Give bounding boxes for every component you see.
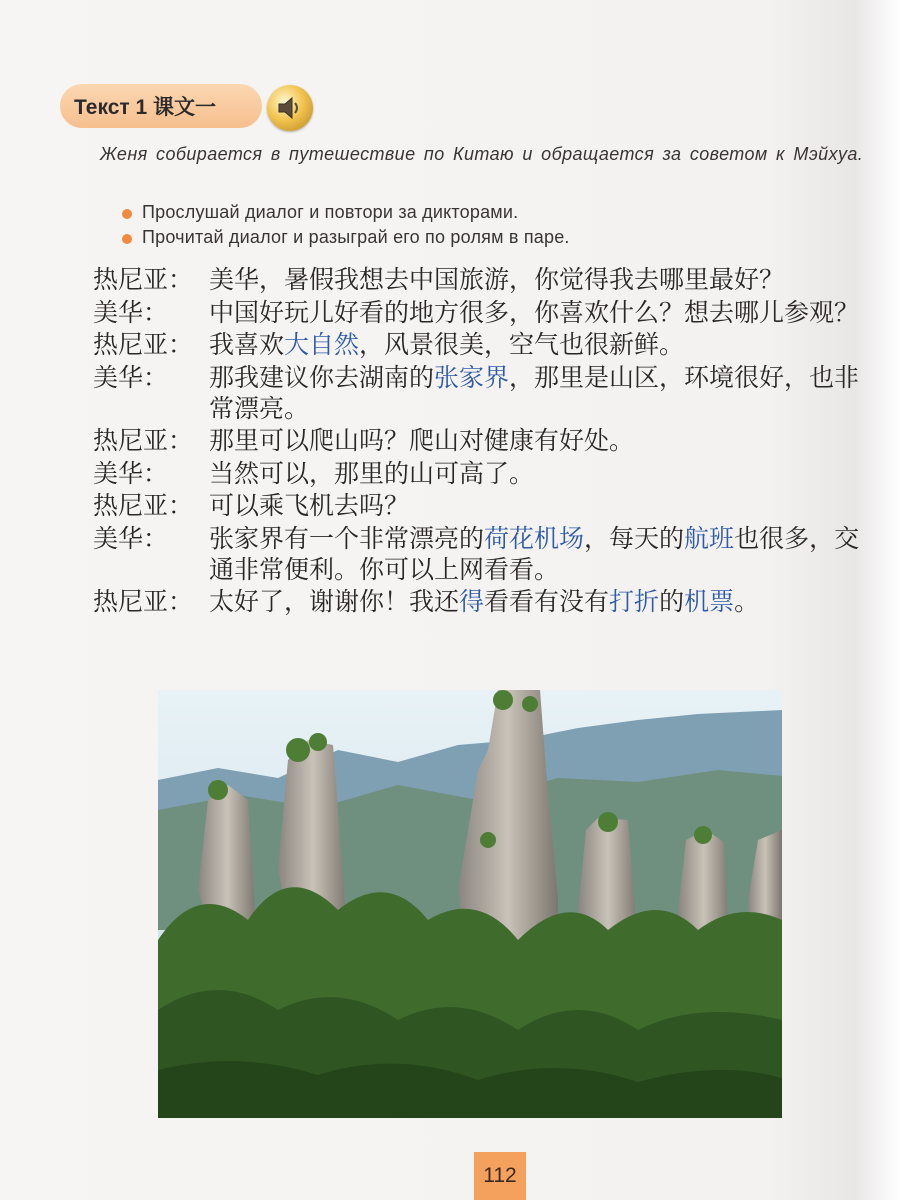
speech-segment: 太好了，谢谢你！我还 <box>209 587 460 616</box>
speech-text <box>209 523 865 585</box>
page-number: 112 <box>483 1164 517 1187</box>
dialogue-line <box>93 362 883 424</box>
intro-text: Женя собирается в путешествие по Китаю и обращается за советом к Мэйхуа. <box>100 144 864 164</box>
instruction-item <box>118 225 858 250</box>
dialogue-line <box>93 523 883 585</box>
speech-text: 那里可以爬山吗？爬山对健康有好处。 <box>209 426 635 455</box>
speaker-name: 热尼亚： <box>93 491 194 520</box>
speech-text: 当然可以，那里的山可高了。 <box>209 458 535 488</box>
speech-segment: 我喜欢 <box>209 330 285 359</box>
speech-text: 可以乘飞机去吗？ <box>209 491 410 520</box>
dialogue-line <box>93 264 883 295</box>
keyword: 得 <box>459 587 485 616</box>
audio-play-button[interactable] <box>267 85 313 131</box>
bullet-dot-icon <box>122 234 132 244</box>
speaker-name: 热尼亚： <box>93 426 194 455</box>
page-number-box <box>474 1152 526 1200</box>
keyword: 航班 <box>684 523 735 553</box>
landscape-illustration <box>158 690 782 1118</box>
speaker-name: 美华： <box>93 458 169 488</box>
instruction-item <box>118 200 858 225</box>
speech-segment: 看看有没有 <box>484 587 610 616</box>
speech-segment: 。 <box>734 587 760 616</box>
speaker-name: 热尼亚： <box>93 330 194 359</box>
mountain-landscape-photo <box>158 690 782 1118</box>
speaker-name: 美华： <box>93 362 169 392</box>
speech-text <box>209 329 865 360</box>
speech-segment: 的 <box>659 587 685 616</box>
instruction-text: Прослушай диалог и повтори за дикторами. <box>142 202 519 222</box>
instruction-list <box>118 200 858 250</box>
speech-segment: ，每天的 <box>584 523 685 553</box>
speech-text: 中国好玩儿好看的地方很多，你喜欢什么？想去哪儿参观？ <box>209 297 860 327</box>
speaker-name: 热尼亚： <box>93 587 194 616</box>
speech-segment: ，那里是山区，环境很好，也非常漂亮。 <box>209 362 860 423</box>
speech-segment: ，风景很美，空气也很新鲜。 <box>359 330 685 359</box>
keyword: 荷花机场 <box>484 523 585 553</box>
keyword: 机票 <box>684 587 735 616</box>
keyword: 张家界 <box>434 362 510 392</box>
dialogue-line <box>93 586 883 617</box>
lesson-header <box>60 84 262 128</box>
speech-text <box>209 586 865 617</box>
lesson-title: Текст 1 课文一 <box>74 96 217 119</box>
dialogue-line <box>93 490 883 521</box>
keyword: 打折 <box>609 587 660 616</box>
speech-segment: 张家界有一个非常漂亮的 <box>209 523 485 553</box>
dialogue-line <box>93 297 883 328</box>
keyword: 大自然 <box>284 330 360 359</box>
speaker-name: 热尼亚： <box>93 265 194 294</box>
dialogue-line <box>93 329 883 360</box>
instruction-text: Прочитай диалог и разыграй его по ролям в паре. <box>142 227 570 247</box>
speech-text <box>209 362 865 424</box>
speaker-name: 美华： <box>93 297 169 327</box>
dialogue-line <box>93 425 883 456</box>
bullet-dot-icon <box>122 209 132 219</box>
dialogue-line <box>93 458 883 489</box>
speech-text: 美华，暑假我想去中国旅游，你觉得我去哪里最好？ <box>209 265 785 294</box>
speaker-name: 美华： <box>93 523 169 553</box>
speech-segment: 那我建议你去湖南的 <box>209 362 435 392</box>
speaker-icon <box>276 95 304 121</box>
speech-segment: 也很多，交通非常便利。你可以上网看看。 <box>209 523 860 584</box>
dialogue <box>93 264 883 617</box>
